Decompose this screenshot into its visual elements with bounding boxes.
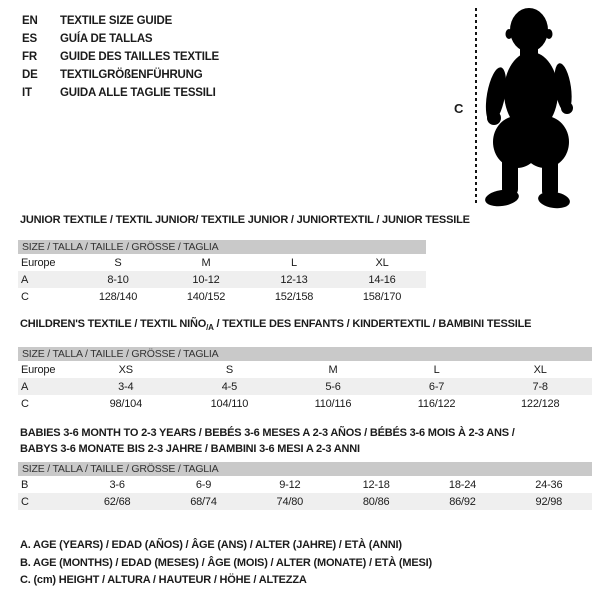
legend — [20, 537, 432, 590]
column-header-cell: S — [225, 363, 233, 376]
language-row — [22, 48, 219, 66]
table-cell: 122/128 — [521, 397, 560, 410]
table-cell: 80/86 — [362, 495, 390, 508]
table-cell: 12-18 — [362, 478, 390, 491]
column-header-cell: Europe — [21, 256, 56, 269]
table-cell: 9-12 — [279, 478, 301, 491]
column-header-cell: S — [114, 256, 122, 269]
children-title-text: CHILDREN'S TEXTILE / TEXTIL NIÑO — [20, 318, 207, 330]
legend-note-a: A. AGE (YEARS) / EDAD (AÑOS) / ÂGE (ANS) / ALTER (JAHRE) / ETÀ (ANNI) — [20, 539, 402, 551]
size-header-bar: SIZE / TALLA / TAILLE / GRÖSSE / TAGLIA — [18, 347, 592, 361]
column-header-cell: XS — [118, 363, 133, 376]
column-header-cell: L — [433, 363, 440, 376]
language-label: GUIDE DES TAILLES TEXTILE — [60, 51, 219, 63]
table-row-b — [18, 476, 592, 493]
language-row — [22, 12, 219, 30]
language-list — [22, 12, 219, 102]
language-code: ES — [22, 33, 37, 45]
table-cell: 3-4 — [118, 380, 134, 393]
children-section-title — [20, 316, 531, 336]
language-label: GUÍA DE TALLAS — [60, 33, 153, 45]
size-header-bar: SIZE / TALLA / TAILLE / GRÖSSE / TAGLIA — [18, 240, 426, 254]
children-title-text: / TEXTILE DES ENFANTS / KINDERTEXTIL / BAMBINI TESSILE — [213, 318, 532, 330]
row-label-cell: B — [21, 478, 29, 491]
language-row — [22, 30, 219, 48]
language-label: GUIDA ALLE TAGLIE TESSILI — [60, 87, 216, 99]
height-measure-label: C — [454, 101, 464, 116]
babies-table-block — [18, 462, 592, 510]
table-cell: 140/152 — [186, 290, 226, 303]
legend-note-b: B. AGE (MONTHS) / EDAD (MESES) / ÂGE (MOIS) / ALTER (MONATE) / ETÀ (MESI) — [20, 556, 432, 569]
table-cell: 8-10 — [107, 273, 129, 286]
column-header-cell: Europe — [21, 363, 56, 376]
column-header-row — [18, 361, 592, 378]
language-row — [22, 66, 219, 84]
table-cell: 104/110 — [210, 397, 249, 410]
table-cell: 7-8 — [532, 380, 548, 393]
babies-title-line2: BABYS 3-6 MONATE BIS 2-3 JAHRE / BAMBINI 3-6 MESI A 2-3 ANNI — [20, 443, 360, 455]
table-cell: 6-9 — [195, 478, 212, 491]
table-cell: 14-16 — [368, 273, 396, 286]
row-label-cell: C — [21, 397, 29, 410]
table-cell: 6-7 — [428, 380, 445, 393]
table-cell: 92/98 — [535, 495, 563, 508]
column-header-cell: M — [328, 363, 338, 376]
table-row-c — [18, 395, 592, 412]
language-code: DE — [22, 69, 38, 81]
language-label: TEXTILE SIZE GUIDE — [60, 15, 173, 27]
table-cell: 68/74 — [190, 495, 217, 508]
junior-section-title: JUNIOR TEXTILE / TEXTIL JUNIOR/ TEXTILE JUNIOR / JUNIORTEXTIL / JUNIOR TESSILE — [20, 214, 470, 226]
table-cell: 110/116 — [314, 397, 352, 410]
row-label-cell: C — [21, 290, 29, 303]
size-header-bar: SIZE / TALLA / TAILLE / GRÖSSE / TAGLIA — [18, 462, 592, 476]
language-label: TEXTILGRÖßENFÜHRUNG — [60, 69, 203, 81]
language-row — [22, 84, 219, 102]
column-header-cell: M — [201, 256, 211, 269]
babies-section-title — [20, 425, 515, 457]
table-cell: 62/68 — [103, 495, 131, 508]
baby-silhouette — [482, 0, 600, 210]
table-cell: 4-5 — [221, 380, 238, 393]
table-cell: 128/140 — [98, 290, 138, 303]
table-cell: 158/170 — [362, 290, 402, 303]
row-label-cell: A — [21, 380, 29, 393]
row-label-cell: C — [21, 495, 29, 508]
table-cell: 86/92 — [449, 495, 476, 508]
column-header-row — [18, 254, 426, 271]
table-row-c — [18, 288, 426, 305]
table-cell: 3-6 — [109, 478, 125, 491]
row-label-cell: A — [21, 273, 29, 286]
children-size-table — [18, 361, 592, 412]
table-row-a — [18, 271, 426, 288]
table-cell: 5-6 — [325, 380, 341, 393]
table-cell: 12-13 — [280, 273, 308, 286]
table-cell: 98/104 — [109, 397, 143, 410]
children-title-subscript: /A — [206, 323, 214, 333]
table-cell: 152/158 — [274, 290, 314, 303]
language-code: IT — [22, 87, 32, 99]
table-row-c — [18, 493, 592, 510]
language-code: EN — [22, 15, 38, 27]
children-table-block — [18, 347, 592, 412]
table-cell: 116/122 — [417, 397, 456, 410]
table-row-a — [18, 378, 592, 395]
legend-note-c: C. (cm) HEIGHT / ALTURA / HAUTEUR / HÖHE / ALTEZZA — [20, 574, 307, 586]
column-header-cell: XL — [533, 363, 547, 376]
table-cell: 10-12 — [192, 273, 220, 286]
table-cell: 24-36 — [535, 478, 563, 491]
height-measure-dashed-line — [475, 8, 477, 206]
junior-size-table — [18, 254, 426, 305]
table-cell: 18-24 — [448, 478, 477, 491]
table-cell: 74/80 — [276, 495, 304, 508]
column-header-cell: L — [291, 256, 297, 269]
babies-title-line1: BABIES 3-6 MONTH TO 2-3 YEARS / BEBÉS 3-6 MESES A 2-3 AÑOS / BÉBÉS 3-6 MOIS À 2-3 ANS / — [20, 427, 515, 439]
junior-table-block — [18, 240, 426, 305]
language-code: FR — [22, 51, 37, 63]
column-header-cell: XL — [375, 256, 389, 269]
babies-size-table — [18, 476, 592, 510]
